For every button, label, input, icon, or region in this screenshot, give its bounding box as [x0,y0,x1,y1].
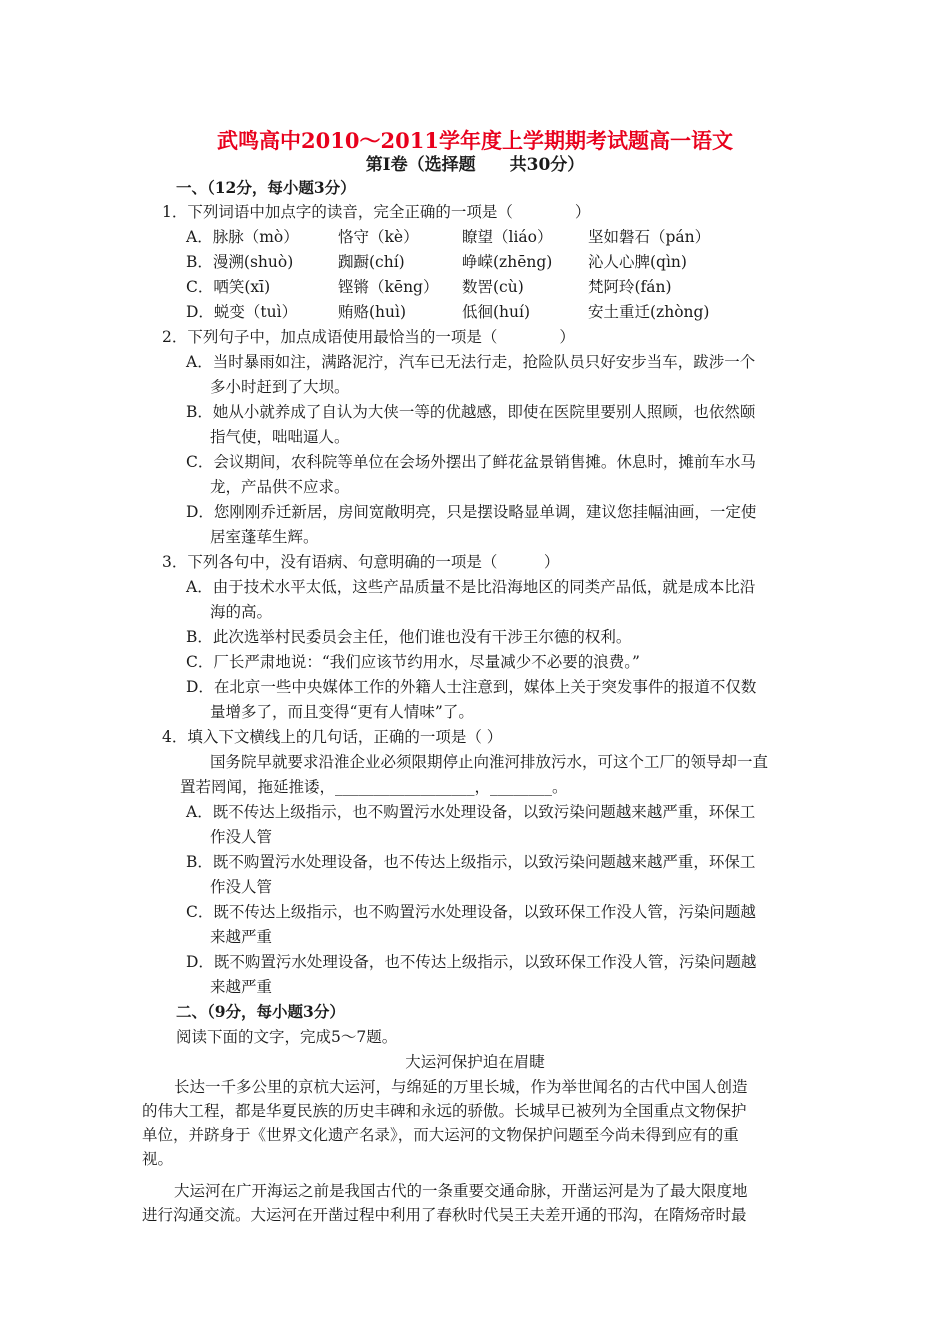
q2-line: 指气使，咄咄逼人。 [210,428,350,446]
q2-stem: 2．下列句子中，加点成语使用最恰当的一项是（ ） [162,328,575,346]
q1-option-c1: C．哂笑(xī) [186,278,271,296]
q2-line: A．当时暴雨如注，满路泥泞，汽车已无法行走，抢险队员只好安步当车，跋涉一个 [186,353,756,371]
q2-line: D．您刚刚乔迁新居，房间宽敞明亮，只是摆设略显单调，建议您挂幅油画，一定使 [186,503,757,521]
q3-line: C．厂长严肃地说：“我们应该节约用水，尽量减少不必要的浪费。” [186,653,640,671]
q2-line: B．她从小就养成了自认为大侠一等的优越感，即使在医院里要别人照顾，也依然颐 [186,403,756,421]
q3-line: D．在北京一些中央媒体工作的外籍人士注意到，媒体上关于突发事件的报道不仅数 [186,678,757,696]
q1-option-d1: D．蜕变（tuì） [186,303,298,321]
passage-line: 大运河在广开海运之前是我国古代的一条重要交通命脉，开凿运河是为了最大限度地 [174,1182,748,1200]
q1-option-b3: 峥嵘(zhēng) [462,253,553,271]
q4-line: 作没人管 [210,878,273,896]
q1-option-c2: 铿锵（kēng） [338,278,439,296]
q1-option-b4: 沁人心脾(qìn) [588,253,687,271]
passage-title: 大运河保护迫在眉睫 [405,1053,545,1071]
q1-option-a4: 坚如磐石（pán） [588,228,711,246]
q4-line: C．既不传达上级指示，也不购置污水处理设备，以致环保工作没人管，污染问题越 [186,903,756,921]
q1-option-b2: 踟蹰(chí) [338,253,405,271]
section2-heading: 二、（9分，每小题3分） [176,1002,345,1021]
q3-line: B．此次选举村民委员会主任，他们谁也没有干涉王尔德的权利。 [186,628,632,646]
q4-line: 国务院早就要求沿淮企业必须限期停止向淮河排放污水，可这个工厂的领导却一直 [210,753,769,771]
q3-stem: 3．下列各句中，没有语病、句意明确的一项是（ ） [162,553,560,571]
q3-line: 量增多了，而且变得“更有人情味”了。 [210,703,474,721]
q1-option-b1: B．漫溯(shuò) [186,253,294,271]
q1-option-c4: 梵阿玲(fán) [588,278,672,296]
q1-option-c3: 数罟(cù) [462,278,524,296]
q4-line: 来越严重 [210,928,273,946]
passage-line: 进行沟通交流。大运河在开凿过程中利用了春秋时代吴王夫差开通的邗沟，在隋炀帝时最 [142,1206,747,1224]
section2-instruction: 阅读下面的文字，完成5～7题。 [176,1028,398,1046]
q1-option-a1: A．脉脉（mò） [186,228,299,246]
passage-line: 的伟大工程，都是华夏民族的历史丰碑和永远的骄傲。长城早已被列为全国重点文物保护 [142,1102,747,1120]
q4-line: D．既不购置污水处理设备，也不传达上级指示，以致环保工作没人管，污染问题越 [186,953,757,971]
q3-line: 海的高。 [210,603,273,621]
q3-line: A．由于技术水平太低，这些产品质量不是比沿海地区的同类产品低，就是成本比沿 [186,578,756,596]
q4-line: 作没人管 [210,828,273,846]
q2-line: 居室蓬荜生辉。 [210,528,319,546]
q4-line: 置若罔闻，拖延推诿，__________________，________。 [180,778,568,796]
q1-option-d4: 安土重迁(zhòng) [588,303,710,321]
passage-line: 单位，并跻身于《世界文化遗产名录》，而大运河的文物保护问题至今尚未得到应有的重 [142,1126,739,1144]
q4-line: 来越严重 [210,978,273,996]
q1-option-a2: 恪守（kè） [338,228,419,246]
section1-heading: 一、（12分，每小题3分） [176,178,356,197]
passage-line: 长达一千多公里的京杭大运河，与绵延的万里长城，作为举世闻名的古代中国人创造 [174,1078,748,1096]
q4-line: A．既不传达上级指示，也不购置污水处理设备，以致污染问题越来越严重，环保工 [186,803,756,821]
q2-line: C．会议期间，农科院等单位在会场外摆出了鲜花盆景销售摊。休息时，摊前车水马 [186,453,756,471]
exam-subtitle: 第Ⅰ卷（选择题 共30分） [365,155,585,175]
q4-line: B．既不购置污水处理设备，也不传达上级指示，以致污染问题越来越严重，环保工 [186,853,756,871]
q2-line: 龙，产品供不应求。 [210,478,350,496]
q1-option-d2: 贿赂(huì) [338,303,407,321]
passage-line: 视。 [142,1150,174,1168]
q1-stem: 1．下列词语中加点字的读音，完全正确的一项是（ ） [162,203,591,221]
q2-line: 多小时赶到了大坝。 [210,378,350,396]
q1-option-d3: 低徊(huí) [462,303,531,321]
exam-title: 武鸣高中2010～2011学年度上学期期考试题高一语文 [217,128,733,153]
q4-stem: 4．填入下文横线上的几句话，正确的一项是（ ） [162,728,503,746]
q1-option-a3: 瞭望（liáo） [462,228,553,246]
